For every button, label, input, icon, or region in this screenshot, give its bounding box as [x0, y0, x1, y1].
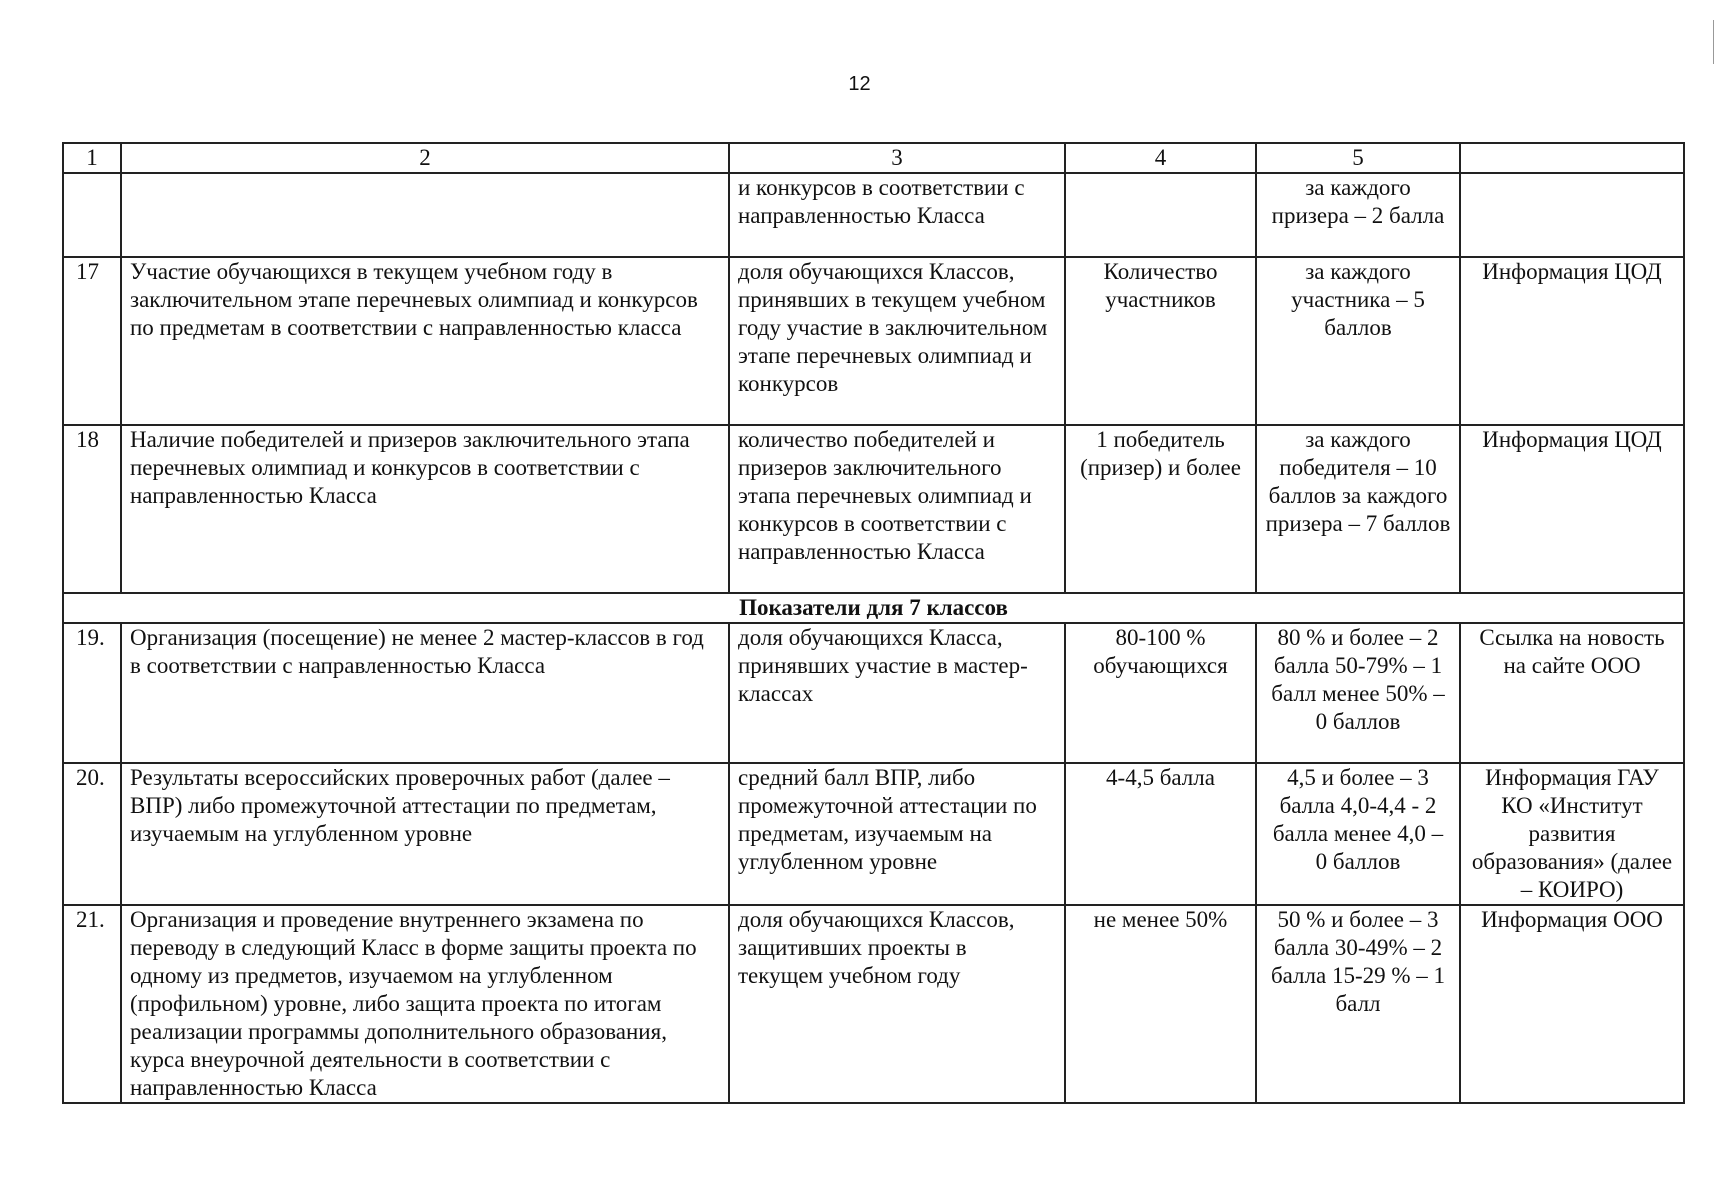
table-row — [63, 425, 1684, 593]
value-cell — [1065, 173, 1256, 257]
description-cell: доля обучающихся Класса, принявших участие в мастер-классах — [729, 623, 1065, 763]
table-row — [63, 905, 1684, 1103]
indicator-cell — [121, 173, 729, 257]
value-cell: 1 победитель (призер) и более — [1065, 425, 1256, 593]
source-cell: Информация ЦОД — [1460, 257, 1684, 425]
indicator-cell: Наличие победителей и призеров заключительного этапа перечневых олимпиад и конкурсов в соответствии с направленностью Класса — [121, 425, 729, 593]
column-number: 1 — [63, 143, 121, 173]
column-number: 5 — [1256, 143, 1460, 173]
source-cell: Ссылка на новость на сайте ООО — [1460, 623, 1684, 763]
source-cell: Информация ГАУ КО «Институт развития образования» (далее – КОИРО) — [1460, 763, 1684, 905]
row-number: 21. — [63, 905, 121, 1103]
description-cell: и конкурсов в соответствии с направленностью Класса — [729, 173, 1065, 257]
row-number — [63, 173, 121, 257]
points-cell: за каждого участника – 5 баллов — [1256, 257, 1460, 425]
row-number: 19. — [63, 623, 121, 763]
indicator-cell: Организация и проведение внутреннего экзамена по переводу в следующий Класс в форме защиты проекта по одному из предметов, изучаемом на углубленном (профильном) уровне, либо защита проекта по итогам реализации программы дополнительного образования, курса внеурочной деятельности в соответствии с направленностью Класса — [121, 905, 729, 1103]
indicator-cell: Организация (посещение) не менее 2 мастер-классов в год в соответствии с направленностью Класса — [121, 623, 729, 763]
table-row — [63, 173, 1684, 257]
row-number: 17 — [63, 257, 121, 425]
source-cell: Информация ЦОД — [1460, 425, 1684, 593]
value-cell: Количество участников — [1065, 257, 1256, 425]
indicators-table — [62, 142, 1685, 1104]
table-row — [63, 623, 1684, 763]
points-cell: за каждого победителя – 10 баллов за каждого призера – 7 баллов — [1256, 425, 1460, 593]
table-row — [63, 257, 1684, 425]
source-cell — [1460, 173, 1684, 257]
scan-edge-mark — [1713, 20, 1717, 64]
section-header-row — [63, 593, 1684, 623]
value-cell: не менее 50% — [1065, 905, 1256, 1103]
description-cell: количество победителей и призеров заключительного этапа перечневых олимпиад и конкурсов в соответствии с направленностью Класса — [729, 425, 1065, 593]
column-number-row — [63, 143, 1684, 173]
points-cell: 80 % и более – 2 балла 50-79% – 1 балл менее 50% – 0 баллов — [1256, 623, 1460, 763]
description-cell: средний балл ВПР, либо промежуточной аттестации по предметам, изучаемым на углубленном уровне — [729, 763, 1065, 905]
value-cell: 4-4,5 балла — [1065, 763, 1256, 905]
row-number: 18 — [63, 425, 121, 593]
column-number: 3 — [729, 143, 1065, 173]
column-number: 2 — [121, 143, 729, 173]
source-cell: Информация ООО — [1460, 905, 1684, 1103]
value-cell: 80-100 % обучающихся — [1065, 623, 1256, 763]
column-number: 4 — [1065, 143, 1256, 173]
points-cell: 4,5 и более – 3 балла 4,0-4,4 - 2 балла менее 4,0 – 0 баллов — [1256, 763, 1460, 905]
section-title: Показатели для 7 классов — [63, 593, 1684, 623]
page-number: 12 — [848, 73, 871, 95]
description-cell: доля обучающихся Классов, защитивших проекты в текущем учебном году — [729, 905, 1065, 1103]
points-cell: за каждого призера – 2 балла — [1256, 173, 1460, 257]
indicator-cell: Результаты всероссийских проверочных работ (далее – ВПР) либо промежуточной аттестации по предметам, изучаемым на углубленном уровне — [121, 763, 729, 905]
points-cell: 50 % и более – 3 балла 30-49% – 2 балла 15-29 % – 1 балл — [1256, 905, 1460, 1103]
row-number: 20. — [63, 763, 121, 905]
description-cell: доля обучающихся Классов, принявших в текущем учебном году участие в заключительном этапе перечневых олимпиад и конкурсов — [729, 257, 1065, 425]
table-row — [63, 763, 1684, 905]
indicator-cell: Участие обучающихся в текущем учебном году в заключительном этапе перечневых олимпиад и конкурсов по предметам в соответствии с направленностью класса — [121, 257, 729, 425]
column-number — [1460, 143, 1684, 173]
